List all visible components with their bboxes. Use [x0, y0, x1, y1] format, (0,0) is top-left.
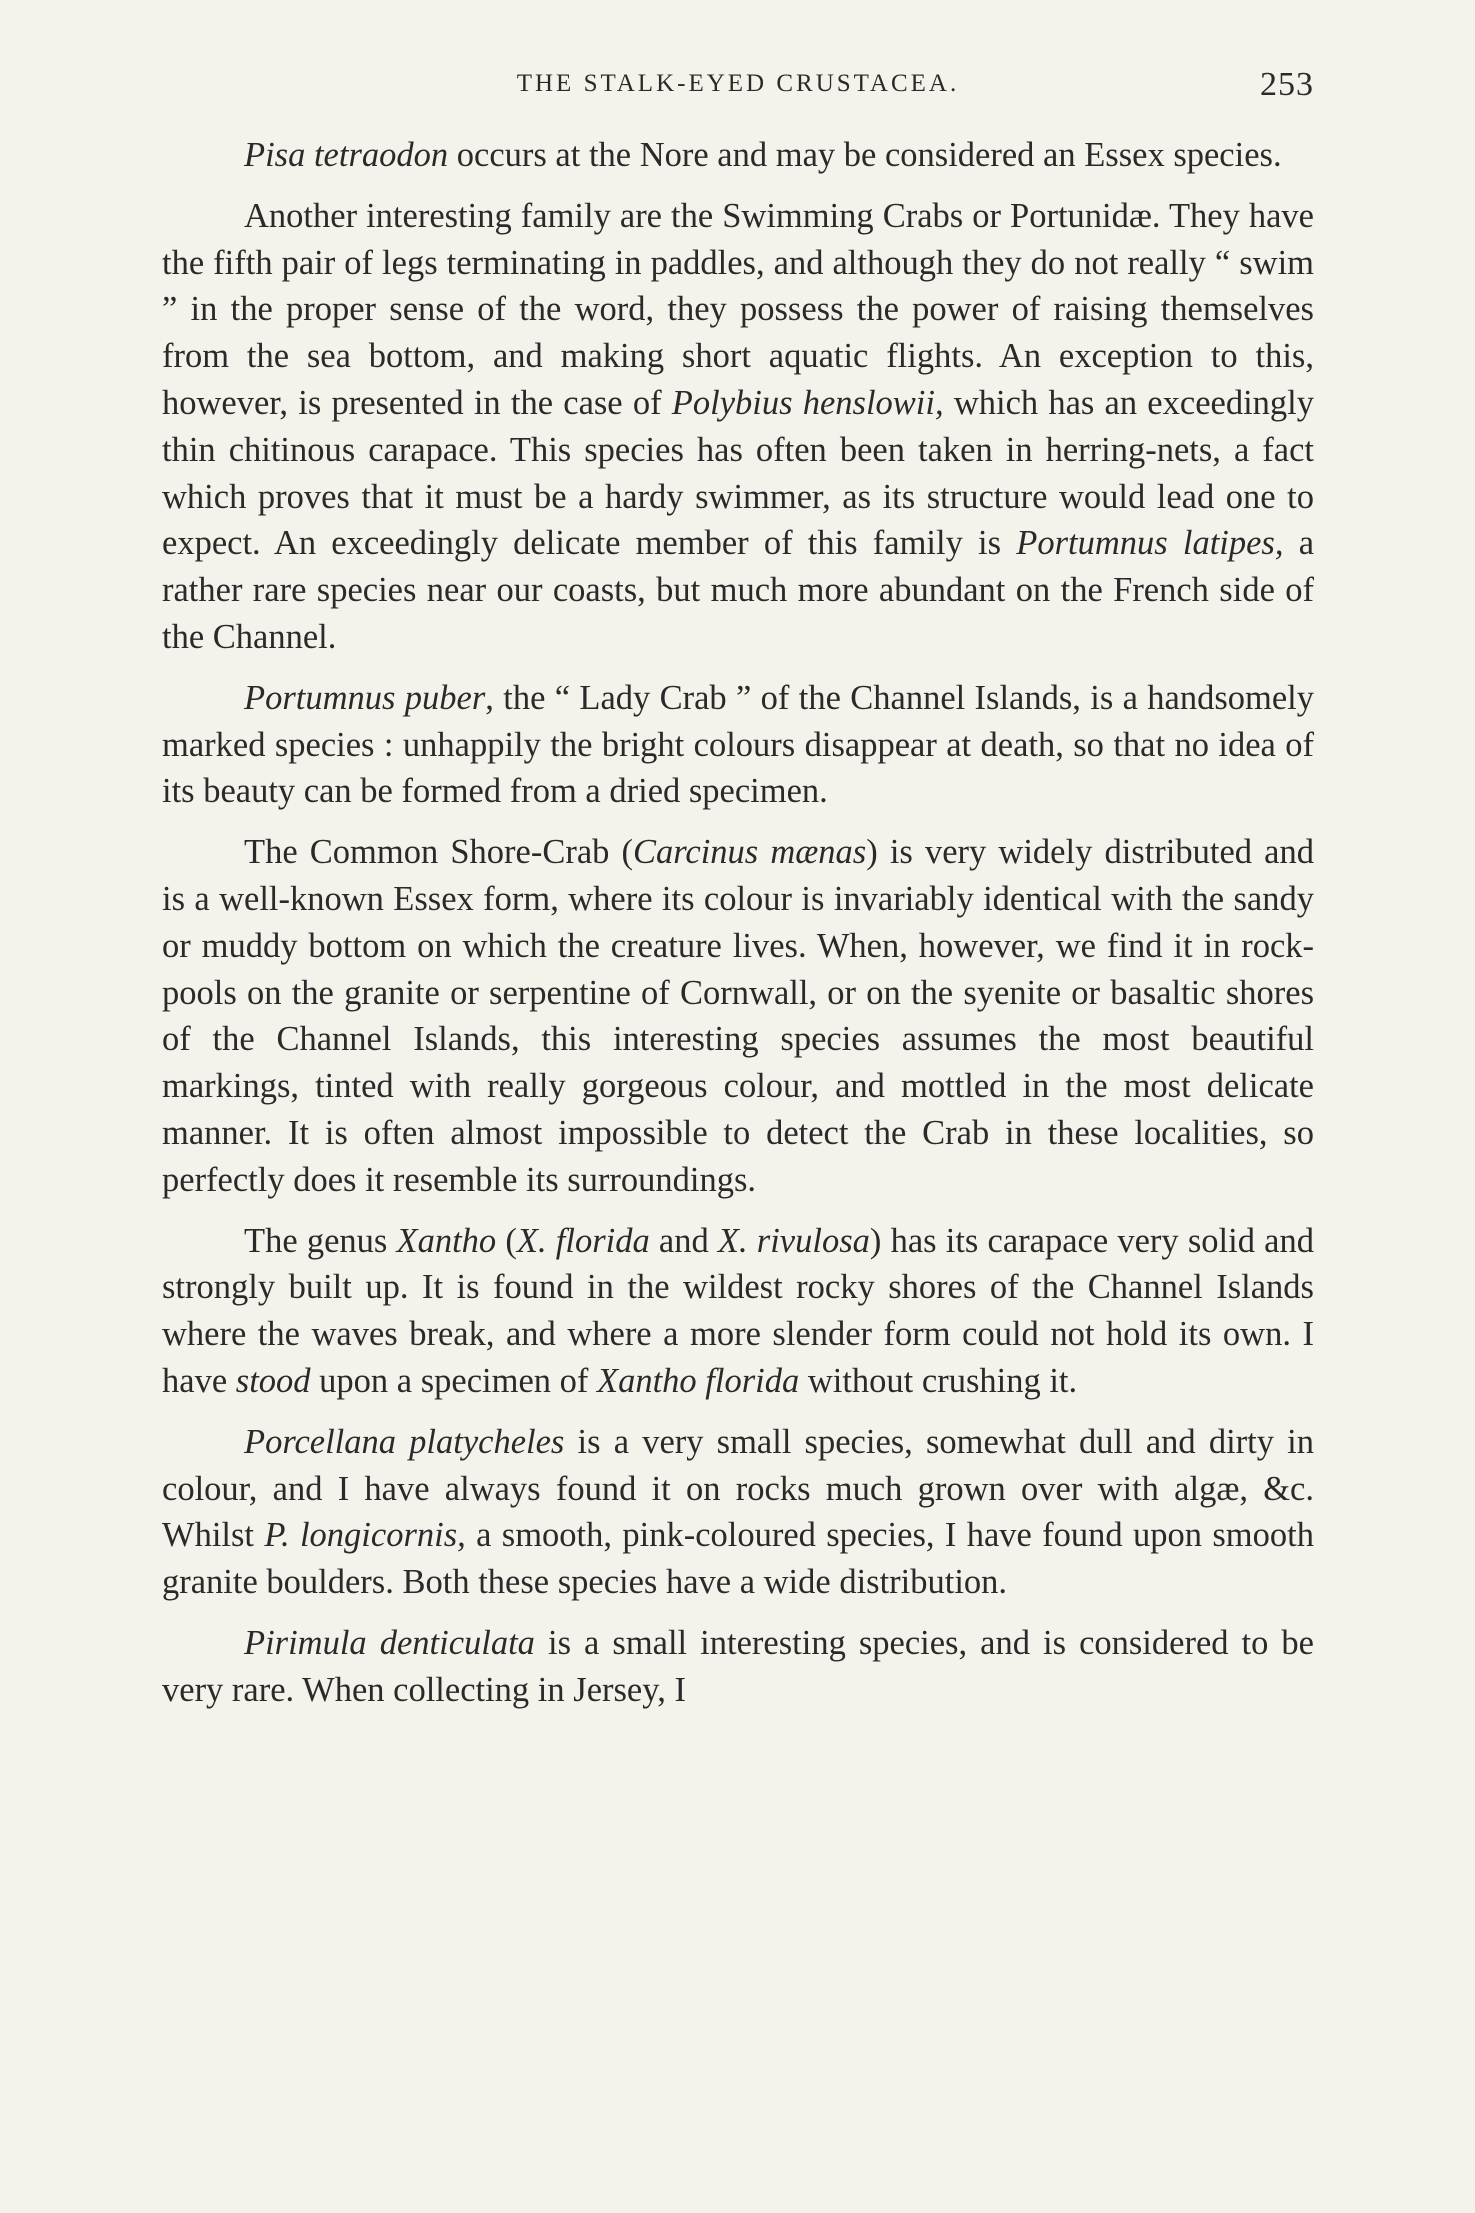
text-run: is a small interesting species, and is considered to be very rare. When collecting in Jersey, I	[162, 1623, 1314, 1709]
text-run: ) has its carapace very solid and strongly built up. It is found in the wildest rocky shores of the Channel Islands where the waves break, and where a more slender form could not hold its own. I have	[162, 1221, 1314, 1400]
body-text	[162, 132, 1314, 1728]
paragraph	[162, 1419, 1314, 1606]
text-run: without crushing it.	[799, 1361, 1078, 1400]
species-name: X. florida	[516, 1221, 650, 1260]
species-name: Carcinus mænas	[633, 833, 867, 872]
text-run: (	[496, 1221, 517, 1260]
species-name: Portumnus puber	[244, 678, 486, 717]
text-run: is a very small species, somewhat dull and dirty in colour, and I have always found it on rocks much grown over with algæ, &c. Whilst	[162, 1422, 1314, 1555]
text-run: which has an exceedingly thin chitinous carapace. This species has often been taken in herring-nets, a fact which proves that it must be a hardy swimmer, as its structure would lead one to expect. An exceedingly delicate member of this family is	[162, 383, 1314, 563]
species-name: Polybius henslowii,	[671, 383, 944, 422]
text-run: ) is very widely distributed and is a well-known Essex form, where its colour is invariably identical with the sandy or muddy bottom on which the creature lives. When, however, we find it in rock-pools on the granite or serpentine of Cornwall, or on the syenite or basaltic shores of the Channel Islands, this interesting species assumes the most beautiful markings, tinted with really gorgeous colour, and mottled in the most delicate manner. It is often almost impossible to detect the Crab in these localities, so perfectly does it resemble its surroundings.	[162, 833, 1314, 1199]
running-title: THE STALK-EYED CRUSTACEA.	[516, 70, 960, 97]
paragraph	[162, 829, 1314, 1203]
paragraph	[162, 675, 1314, 815]
species-name: Porcellana platycheles	[244, 1422, 565, 1461]
species-name: Xantho	[396, 1221, 497, 1260]
text-run: upon a specimen of	[310, 1361, 597, 1400]
species-name: Pisa tetraodon	[244, 136, 449, 174]
species-name: Xantho florida	[597, 1361, 800, 1400]
text-run: The Common Shore-Crab (	[244, 833, 633, 872]
text-run: a smooth, pink-coloured species, I have found upon smooth granite boulders. Both these species have a wide distribution.	[162, 1516, 1314, 1602]
text-run: , the “ Lady Crab ” of the Channel Islands, is a handsomely marked species : unhappily the bright colours disappear at death, so that no idea of its beauty can be formed from a dried specimen.	[162, 678, 1314, 811]
text-run: The genus	[244, 1221, 397, 1260]
species-name: P. longicornis,	[264, 1516, 466, 1555]
text-run: a rather rare species near our coasts, but much more abundant on the French side of the Channel.	[162, 524, 1315, 656]
species-name: Pirimula denticulata	[244, 1623, 535, 1662]
paragraph	[162, 1620, 1314, 1714]
running-head	[162, 66, 1314, 116]
paragraph	[162, 1218, 1314, 1405]
species-name: Portumnus latipes,	[1016, 524, 1284, 563]
paragraph	[162, 132, 1314, 179]
page-number: 253	[1260, 66, 1314, 103]
species-name: X. rivulosa	[717, 1221, 870, 1260]
paragraph	[162, 193, 1314, 661]
emphasis: stood	[235, 1361, 311, 1400]
text-run: and	[649, 1221, 718, 1260]
text-run: Another interesting family are the Swimming Crabs or Portunidæ. They have the fifth pair of legs terminating in paddles, and although they do not really “ swim ” in the proper sense of the word, they possess the power of raising themselves from the sea bottom, and making short aquatic flights. An exception to this, however, is presented in the case of	[162, 196, 1314, 422]
text-run: occurs at the Nore and may be considered an Essex species.	[448, 136, 1282, 174]
